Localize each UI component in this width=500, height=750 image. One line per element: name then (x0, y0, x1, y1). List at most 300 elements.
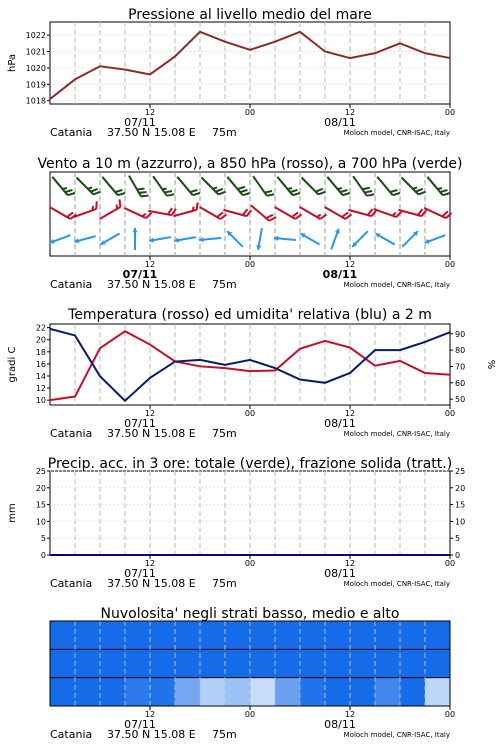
wind-barb-feather (418, 192, 425, 195)
cloud-cell (250, 621, 276, 649)
y-tick-label-right: 25 (455, 467, 466, 476)
cloud-cell (50, 649, 76, 677)
wind-barb (177, 177, 200, 195)
wind-barb-half-feather (93, 206, 94, 210)
humidity-line-point (99, 375, 101, 377)
wind-barb-feather (91, 189, 98, 192)
humidity-line-point (224, 364, 226, 366)
y-tick-label: 1019 (25, 80, 46, 90)
y-tick-label: 5 (40, 534, 46, 544)
y-tick-label: 18 (35, 347, 46, 357)
wind-barb (52, 177, 75, 195)
y-tick-label: 20 (35, 335, 46, 345)
wind-barb (424, 208, 451, 218)
pressure-line-point (99, 65, 101, 67)
cloud-cell (275, 649, 301, 677)
footer-coords: 37.50 N 15.08 E (107, 278, 196, 291)
x-tick-label: 00 (444, 710, 456, 719)
wind-barb-half-feather (162, 189, 166, 190)
wind-barb (274, 236, 296, 241)
pressure-line-point (274, 41, 276, 43)
pressure-line-point (299, 31, 301, 33)
pressure-line-point (449, 57, 451, 59)
humidity-line-point (424, 341, 426, 343)
x-tick-label: 00 (244, 409, 256, 418)
y-tick-label-right: 60 (455, 378, 466, 388)
panel-4 (7, 456, 465, 590)
y-tick-label: 10 (35, 396, 46, 406)
x-tick-label: 00 (444, 108, 456, 117)
wind-barb-feather (197, 202, 198, 210)
wind-barb (227, 177, 250, 195)
footer-coords: 37.50 N 15.08 E (107, 126, 196, 139)
humidity-line-point (349, 372, 351, 374)
footer-altitude: 75m (212, 427, 237, 440)
panel-3 (7, 307, 496, 440)
x-tick-label: 12 (344, 108, 356, 117)
temperature-line-point (424, 372, 426, 374)
y-tick-label-right: 70 (455, 362, 466, 372)
wind-barb-feather (442, 211, 448, 216)
cloud-cell (175, 678, 201, 706)
temperature-line-point (449, 374, 451, 376)
x-tick-label: 12 (344, 710, 356, 719)
temperature-line-point (324, 340, 326, 342)
cloud-cell (75, 678, 101, 706)
wind-barb-feather (168, 208, 172, 214)
wind-barb-feather (247, 210, 252, 216)
wind-barb (153, 176, 174, 196)
wind-barb-feather (342, 212, 348, 217)
wind-barb-feather (443, 193, 450, 195)
footer-location: Catania (50, 278, 93, 291)
footer-model: Moloch model, CNR-ISAC, Italy (343, 129, 450, 137)
y-tick-label-right: 0 (455, 551, 461, 560)
wind-barb-feather (367, 194, 374, 196)
y-tick-label-right: 10 (455, 517, 466, 527)
wind-barb-feather (68, 193, 75, 195)
wind-barb (202, 178, 226, 195)
pressure-line-point (249, 49, 251, 51)
y-tick-label: 10 (35, 517, 46, 527)
wind-barb (50, 235, 71, 243)
footer-location: Catania (50, 728, 93, 741)
cloud-cell (300, 649, 326, 677)
wind-barb-feather (295, 214, 301, 219)
wind-arrow-head (132, 228, 137, 232)
y-tick-label-right: 80 (455, 346, 466, 356)
cloud-cell (125, 621, 151, 649)
wind-barb (132, 228, 137, 250)
wind-barb-feather (365, 191, 372, 193)
wind-barb-feather (318, 192, 325, 195)
wind-barb-half-feather (338, 188, 342, 189)
cloud-cell (200, 678, 226, 706)
wind-barb (375, 233, 394, 244)
pressure-line-point (424, 52, 426, 54)
wind-barb (302, 178, 326, 195)
wind-barb-feather (217, 212, 223, 217)
x-date-label: 08/11 (322, 268, 358, 281)
y-tick-label: 1020 (25, 63, 46, 73)
y-axis-label: mm (7, 503, 18, 523)
footer-model: Moloch model, CNR-ISAC, Italy (343, 731, 450, 739)
cloud-cell (325, 649, 351, 677)
cloud-cell (150, 649, 176, 677)
wind-barb-feather (243, 193, 250, 195)
y-axis-label-right: % (485, 359, 496, 370)
wind-barb-half-feather (213, 187, 217, 188)
wind-barb-feather (340, 190, 347, 192)
cloud-cell (400, 678, 426, 706)
footer-altitude: 75m (212, 126, 237, 139)
wind-barb-half-feather (438, 188, 442, 189)
cloud-cell (100, 678, 126, 706)
humidity-line-point (174, 361, 176, 363)
footer-location: Catania (50, 427, 93, 440)
wind-barb (74, 236, 95, 243)
wind-barb (402, 178, 426, 195)
panel-5 (50, 606, 455, 741)
chart-title: Precip. acc. in 3 ore: totale (verde), frazione solida (tratt.) (47, 456, 453, 472)
wind-barb-feather (316, 189, 323, 192)
wind-barb (149, 237, 171, 243)
wind-barb (173, 202, 197, 216)
wind-barb-feather (118, 193, 125, 195)
cloud-cell (150, 678, 176, 706)
y-tick-label: 20 (35, 483, 46, 493)
wind-barb-half-feather (413, 187, 417, 188)
wind-barb-feather (393, 193, 400, 195)
temperature-line-point (349, 347, 351, 349)
cloud-cell (175, 621, 201, 649)
y-tick-label-right: 50 (455, 395, 466, 405)
wind-barb-feather (67, 212, 73, 217)
humidity-line-point (124, 400, 126, 402)
temperature-line-point (299, 348, 301, 350)
temperature-line-point (149, 344, 151, 346)
wind-barb-feather (265, 191, 272, 193)
wind-barb (402, 231, 418, 247)
footer-altitude: 75m (212, 577, 237, 590)
x-date-label: 08/11 (324, 116, 356, 129)
humidity-line-point (399, 349, 401, 351)
footer-coords: 37.50 N 15.08 E (107, 728, 196, 741)
wind-barb (300, 233, 319, 244)
wind-barb (50, 207, 77, 219)
x-date-label: 07/11 (124, 116, 156, 129)
cloud-cell (275, 621, 301, 649)
chart-title: Vento a 10 m (azzurro), a 850 hPa (rosso), a 700 hPa (verde) (37, 156, 463, 172)
cloud-cell (275, 678, 301, 706)
cloud-cell (225, 621, 251, 649)
cloud-cell (75, 621, 101, 649)
footer-model: Moloch model, CNR-ISAC, Italy (343, 580, 450, 588)
wind-barb (100, 234, 119, 245)
wind-barb (227, 231, 243, 247)
wind-barb-half-feather (288, 188, 292, 189)
y-tick-label-right: 5 (455, 534, 461, 544)
wind-barb-feather (167, 194, 174, 196)
wind-barb-feather (446, 213, 452, 218)
cloud-cell (350, 678, 376, 706)
pressure-line-point (324, 51, 326, 53)
wind-barb-feather (396, 212, 401, 218)
cloud-cell (425, 678, 451, 706)
x-tick-label: 00 (444, 260, 456, 269)
cloud-cell (350, 649, 376, 677)
pressure-line-point (399, 43, 401, 45)
cloud-cell (50, 621, 76, 649)
humidity-line-point (249, 359, 251, 361)
wind-barb (223, 209, 251, 216)
wind-barb-feather (418, 209, 423, 215)
humidity-line-point (449, 331, 451, 333)
y-tick-label: 16 (35, 359, 46, 369)
footer-model: Moloch model, CNR-ISAC, Italy (343, 281, 450, 289)
cloud-cell (325, 678, 351, 706)
y-tick-label: 25 (35, 467, 46, 476)
wind-barb (277, 177, 300, 195)
cloud-cell (250, 678, 276, 706)
wind-barb (124, 208, 151, 218)
wind-barb (199, 237, 221, 242)
wind-barb (174, 237, 196, 243)
wind-barb (325, 207, 352, 219)
x-tick-label: 00 (244, 260, 256, 269)
wind-barb (348, 209, 376, 216)
humidity-line-point (374, 349, 376, 351)
wind-barb-feather (146, 213, 152, 218)
x-date-label: 08/11 (324, 718, 356, 731)
x-tick-label: 12 (144, 260, 156, 269)
x-tick-label: 12 (344, 260, 356, 269)
wind-barb-feather (292, 212, 298, 217)
y-axis-label: hPa (7, 53, 18, 73)
wind-barb-feather (119, 199, 120, 207)
cloud-cell (425, 621, 451, 649)
cloud-cell (150, 621, 176, 649)
panel-2 (37, 156, 462, 291)
wind-barb (331, 229, 339, 250)
wind-barb-feather (193, 193, 200, 195)
wind-barb (74, 201, 97, 217)
cloud-cell (300, 621, 326, 649)
temperature-line-point (249, 370, 251, 372)
y-tick-label: 1022 (25, 31, 46, 41)
wind-barb-feather (65, 190, 72, 192)
wind-barb (377, 177, 400, 195)
cloud-cell (225, 678, 251, 706)
pressure-line-point (199, 31, 201, 33)
pressure-line-point (174, 56, 176, 58)
pressure-line-point (149, 74, 151, 76)
wind-barb-feather (141, 195, 149, 196)
cloud-cell (225, 649, 251, 677)
wind-barb-feather (216, 189, 223, 192)
pressure-line-point (224, 41, 226, 43)
wind-barb-feather (422, 210, 427, 216)
wind-barb (77, 178, 101, 195)
cloud-cell (200, 621, 226, 649)
chart-title: Temperatura (rosso) ed umidita' relativa (blu) a 2 m (68, 307, 432, 323)
humidity-line-point (149, 377, 151, 379)
wind-barb-feather (440, 190, 447, 192)
wind-barb-feather (343, 193, 350, 195)
cloud-cell (400, 621, 426, 649)
wind-barb-feather (243, 209, 248, 215)
humidity-line-point (299, 379, 301, 381)
wind-barb-half-feather (63, 188, 67, 189)
cloud-cell (75, 649, 101, 677)
cloud-cell (375, 621, 401, 649)
pressure-line-point (74, 79, 76, 81)
cloud-cell (400, 649, 426, 677)
pressure-line-point (349, 57, 351, 59)
x-date-label: 07/11 (124, 567, 156, 580)
footer-coords: 37.50 N 15.08 E (107, 427, 196, 440)
wind-barb-feather (390, 190, 397, 192)
wind-barb-feather (293, 193, 300, 195)
temperature-line-point (224, 367, 226, 369)
cloud-cell (350, 621, 376, 649)
footer-model: Moloch model, CNR-ISAC, Italy (343, 430, 450, 438)
humidity-line-point (74, 335, 76, 337)
x-tick-label: 12 (344, 409, 356, 418)
x-tick-label: 12 (344, 559, 356, 568)
wind-barb-feather (139, 192, 147, 193)
y-tick-label: 15 (35, 500, 46, 510)
temperature-line-point (74, 396, 76, 398)
wind-barb (256, 228, 262, 250)
y-tick-label: 12 (35, 384, 46, 394)
wind-barb-half-feather (317, 215, 321, 217)
x-date-label: 07/11 (124, 417, 156, 430)
wind-barb-feather (320, 214, 326, 219)
y-axis-label: gradi C (7, 346, 18, 383)
cloud-cell (325, 621, 351, 649)
wind-barb-feather (93, 192, 100, 195)
y-tick-label: 22 (35, 323, 46, 333)
x-date-label: 08/11 (324, 417, 356, 430)
humidity-line-point (49, 328, 51, 330)
wind-barb-feather (345, 214, 351, 219)
chart-title: Pressione al livello medio del mare (128, 7, 372, 23)
y-tick-label: 1021 (25, 47, 46, 57)
wind-barb-feather (266, 215, 273, 218)
footer-altitude: 75m (212, 728, 237, 741)
x-tick-label: 12 (144, 409, 156, 418)
wind-barb-feather (362, 188, 369, 190)
footer-coords: 37.50 N 15.08 E (107, 577, 196, 590)
cloud-cell (125, 649, 151, 677)
cloud-cell (425, 649, 451, 677)
wind-barb-half-feather (142, 214, 146, 217)
footer-altitude: 75m (212, 278, 237, 291)
cloud-cell (100, 649, 126, 677)
cloud-cell (300, 678, 326, 706)
cloud-cell (175, 649, 201, 677)
x-tick-label: 00 (444, 409, 456, 418)
wind-barb-feather (218, 192, 225, 195)
x-tick-label: 12 (144, 559, 156, 568)
wind-barb (100, 199, 121, 219)
wind-barb-feather (137, 189, 145, 190)
wind-barb-feather (416, 189, 423, 192)
y-tick-label: 0 (40, 551, 46, 560)
y-tick-label-right: 90 (455, 329, 466, 339)
wind-barb (353, 176, 374, 196)
x-tick-label: 12 (144, 710, 156, 719)
footer-location: Catania (50, 577, 93, 590)
cloud-cell (50, 678, 76, 706)
y-tick-label-right: 15 (455, 500, 466, 510)
temperature-line-point (199, 366, 201, 368)
wind-barb (327, 177, 350, 195)
wind-barb-feather (115, 190, 122, 192)
cloud-cell (125, 678, 151, 706)
x-tick-label: 00 (244, 559, 256, 568)
wind-barb (427, 177, 450, 195)
wind-barb-feather (240, 190, 247, 192)
x-date-label: 08/11 (324, 567, 356, 580)
x-date-label: 07/11 (122, 268, 158, 281)
humidity-line-point (199, 359, 201, 361)
wind-barb-feather (165, 191, 172, 193)
cloud-cell (375, 649, 401, 677)
temperature-line-point (124, 330, 126, 332)
wind-barb (148, 208, 176, 215)
wind-barb-feather (220, 214, 226, 219)
wind-barb-feather (190, 190, 197, 192)
temperature-line-point (374, 365, 376, 367)
wind-barb-feather (368, 209, 373, 215)
wind-barb (398, 209, 426, 216)
x-tick-label: 12 (144, 108, 156, 117)
pressure-line-point (374, 52, 376, 54)
wind-barb (275, 207, 302, 219)
wind-barb-half-feather (193, 207, 194, 211)
chart-title: Nuvolosita' negli strati basso, medio e alto (100, 606, 400, 622)
wind-barb (251, 205, 276, 220)
wind-barb-feather (372, 210, 377, 216)
wind-barb (425, 235, 446, 243)
cloud-cell (200, 649, 226, 677)
wind-barb (253, 176, 274, 196)
cloud-cell (375, 678, 401, 706)
wind-barb (102, 177, 125, 195)
pressure-line-point (124, 69, 126, 71)
wind-barb (374, 209, 402, 217)
x-tick-label: 00 (244, 710, 256, 719)
x-date-label: 07/11 (124, 718, 156, 731)
wind-barb (200, 207, 227, 219)
panel-1 (7, 7, 455, 139)
x-tick-label: 00 (244, 108, 256, 117)
wind-barb-feather (267, 194, 274, 196)
footer-location: Catania (50, 126, 93, 139)
y-tick-label: 14 (35, 371, 46, 381)
pressure-line-point (49, 98, 51, 100)
cloud-cell (250, 649, 276, 677)
y-tick-label-right: 20 (455, 483, 466, 493)
temperature-line-point (99, 347, 101, 349)
humidity-line-point (274, 367, 276, 369)
wind-barb (300, 207, 327, 219)
x-tick-label: 00 (444, 559, 456, 568)
wind-barb-half-feather (88, 187, 92, 188)
humidity-line-point (324, 382, 326, 384)
